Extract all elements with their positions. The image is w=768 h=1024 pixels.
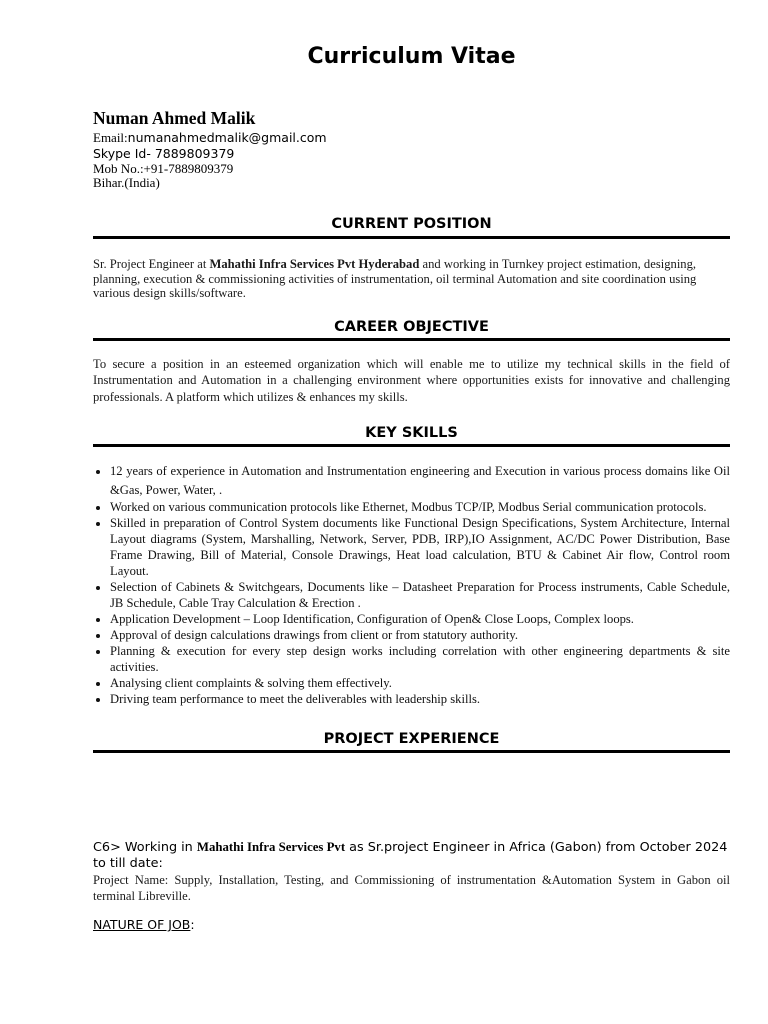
email-line (93, 130, 327, 146)
skill-item: • Application Development – Loop Identification, Configuration of Open& Close Loops, Complex loops. (110, 611, 730, 627)
skype-id: Skype Id- 7889809379 (93, 146, 235, 161)
key-skills-heading: KEY SKILLS (365, 425, 458, 441)
candidate-name: Numan Ahmed Malik (93, 108, 256, 128)
project-c6-prefix: C6> Working in (93, 840, 197, 855)
section-divider (93, 444, 730, 447)
location: Bihar.(India) (93, 175, 160, 190)
project-name: Project Name: Supply, Installation, Testing, and Commissioning of instrumentation &Automation System in Gabon oil terminal Libreville. (93, 873, 730, 903)
project-c6-company: Mahathi Infra Services Pvt (196, 840, 346, 854)
project-experience-heading: PROJECT EXPERIENCE (323, 731, 500, 747)
email-value: numanahmedmalik@gmail.com (127, 130, 327, 145)
nature-of-job (93, 917, 195, 932)
skill-item: • Driving team performance to meet the deliverables with leadership skills. (110, 691, 730, 707)
project-c6-heading (93, 839, 730, 872)
current-position-heading: CURRENT POSITION (331, 216, 492, 232)
skill-item: • Selection of Cabinets & Switchgears, Documents like – Datasheet Preparation for Process instruments, Cable Schedule, JB Schedule, Cable Tray Calculation & Erection . (110, 579, 730, 611)
key-skills-list (93, 462, 730, 707)
section-divider (93, 338, 730, 341)
career-objective-text: To secure a position in an esteemed organization which will enable me to utilize my technical skills in the field of Instrumentation and Automation in a challenging environment where opportunities exists for innovative and challenging professionals. A platform which utilizes & enhances my skills. (93, 357, 730, 404)
document-title: Curriculum Vitae (307, 44, 516, 69)
nature-of-job-label: NATURE OF JOB (93, 917, 191, 932)
current-position-desc: and working in Turnkey project estimation, designing, planning, execution & commissioning activities of instrumentation, oil terminal Automation and site coordination using various design skills/software. (93, 257, 697, 300)
current-position-text (93, 257, 730, 301)
email-label: Email: (93, 130, 128, 145)
current-position-lead: Sr. Project Engineer at (93, 257, 210, 271)
current-employer: Mahathi Infra Services Pvt Hyderabad (209, 257, 420, 271)
skill-item: • Analysing client complaints & solving them effectively. (110, 675, 730, 691)
skill-item: • Worked on various communication protocols like Ethernet, Modbus TCP/IP, Modbus Serial communication protocols. (110, 499, 730, 515)
nature-of-job-colon: : (190, 917, 195, 932)
skill-item: • 12 years of experience in Automation and Instrumentation engineering and Execution in various process domains like Oil &Gas, Power, Water, . (110, 462, 730, 499)
mobile-number: Mob No.:+91-7889809379 (93, 161, 234, 176)
project-c6-suffix: as Sr.project Engineer in Africa (Gabon) from October 2024 to till date: (93, 840, 728, 871)
career-objective-heading: CAREER OBJECTIVE (334, 319, 489, 335)
section-divider (93, 236, 730, 239)
skill-item: • Planning & execution for every step design works including correlation with other engineering departments & site activities. (110, 643, 730, 675)
skill-item: • Skilled in preparation of Control System documents like Functional Design Specifications, System Architecture, Internal Layout diagrams (System, Marshalling, Network, Server, PDB, IRP),IO Assignment, AC/DC Power Distribution, Base Frame Drawing, Bill of Material, Console Drawings, Heat load calculation, BTU & Cabinet Air flow, Control room Layout. (110, 515, 730, 579)
section-divider (93, 750, 730, 753)
skill-item: • Approval of design calculations drawings from client or from statutory authority. (110, 627, 730, 643)
